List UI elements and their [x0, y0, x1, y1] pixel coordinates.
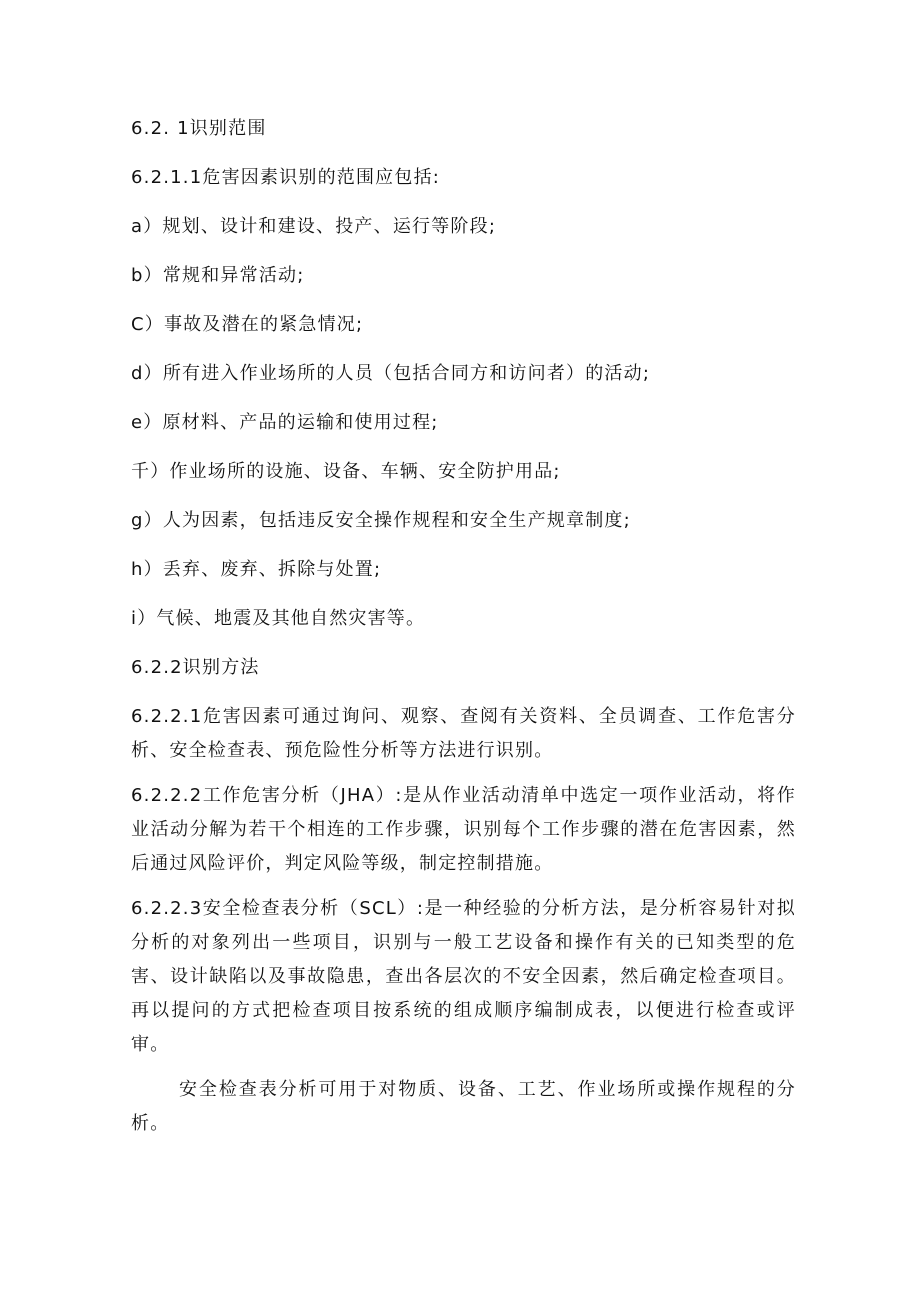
list-item-g: g）人为因素，包括违反安全操作规程和安全生产规章制度; — [131, 510, 631, 531]
list-item-e: e）原材料、产品的运输和使用过程; — [131, 412, 439, 433]
document-body — [131, 117, 796, 1157]
list-item-f: 千）作业场所的设施、设备、车辆、安全防护用品; — [131, 461, 561, 482]
list-item-d: d）所有进入作业场所的人员（包括合同方和访问者）的活动; — [131, 363, 651, 384]
list-item-a: a）规划、设计和建设、投产、运行等阶段; — [131, 216, 497, 237]
list-item-h: h）丢弃、废弃、拆除与处置; — [131, 559, 382, 580]
list-item-i: i）气候、地震及其他自然灾害等。 — [131, 608, 426, 629]
scl-application-paragraph: 安全检查表分析可用于对物质、设备、工艺、作业场所或操作规程的分析。 — [131, 1079, 796, 1134]
list-item-b: b）常规和异常活动; — [131, 265, 305, 286]
clause-6-2-1-1: 6.2.1.1危害因素识别的范围应包括: — [131, 167, 441, 188]
clause-6-2-2-2: 6.2.2.2工作危害分析（JHA）:是从作业活动清单中选定一项作业活动，将作业活动分解为若干个相连的工作步骤，识别每个工作步骤的潜在危害因素，然后通过风险评价，判定风险等级，制定控制措施。 — [131, 785, 796, 874]
clause-6-2-2-3: 6.2.2.3安全检查表分析（SCL）:是一种经验的分析方法，是分析容易针对拟分析的对象列出一些项目，识别与一般工艺设备和操作有关的已知类型的危害、设计缺陷以及事故隐患，查出各层次的不安全因素，然后确定检查项目。再以提问的方式把检查项目按系统的组成顺序编制成表，以便进行检查或评审。 — [131, 898, 796, 1055]
section-heading-6-2-1: 6.2. 1识别范围 — [131, 118, 267, 139]
section-heading-6-2-2: 6.2.2识别方法 — [131, 657, 260, 678]
clause-6-2-2-1: 6.2.2.1危害因素可通过询问、观察、查阅有关资料、全员调查、工作危害分析、安全检查表、预危险性分析等方法进行识别。 — [131, 706, 796, 761]
list-item-c: C）事故及潜在的紧急情况; — [131, 314, 364, 335]
